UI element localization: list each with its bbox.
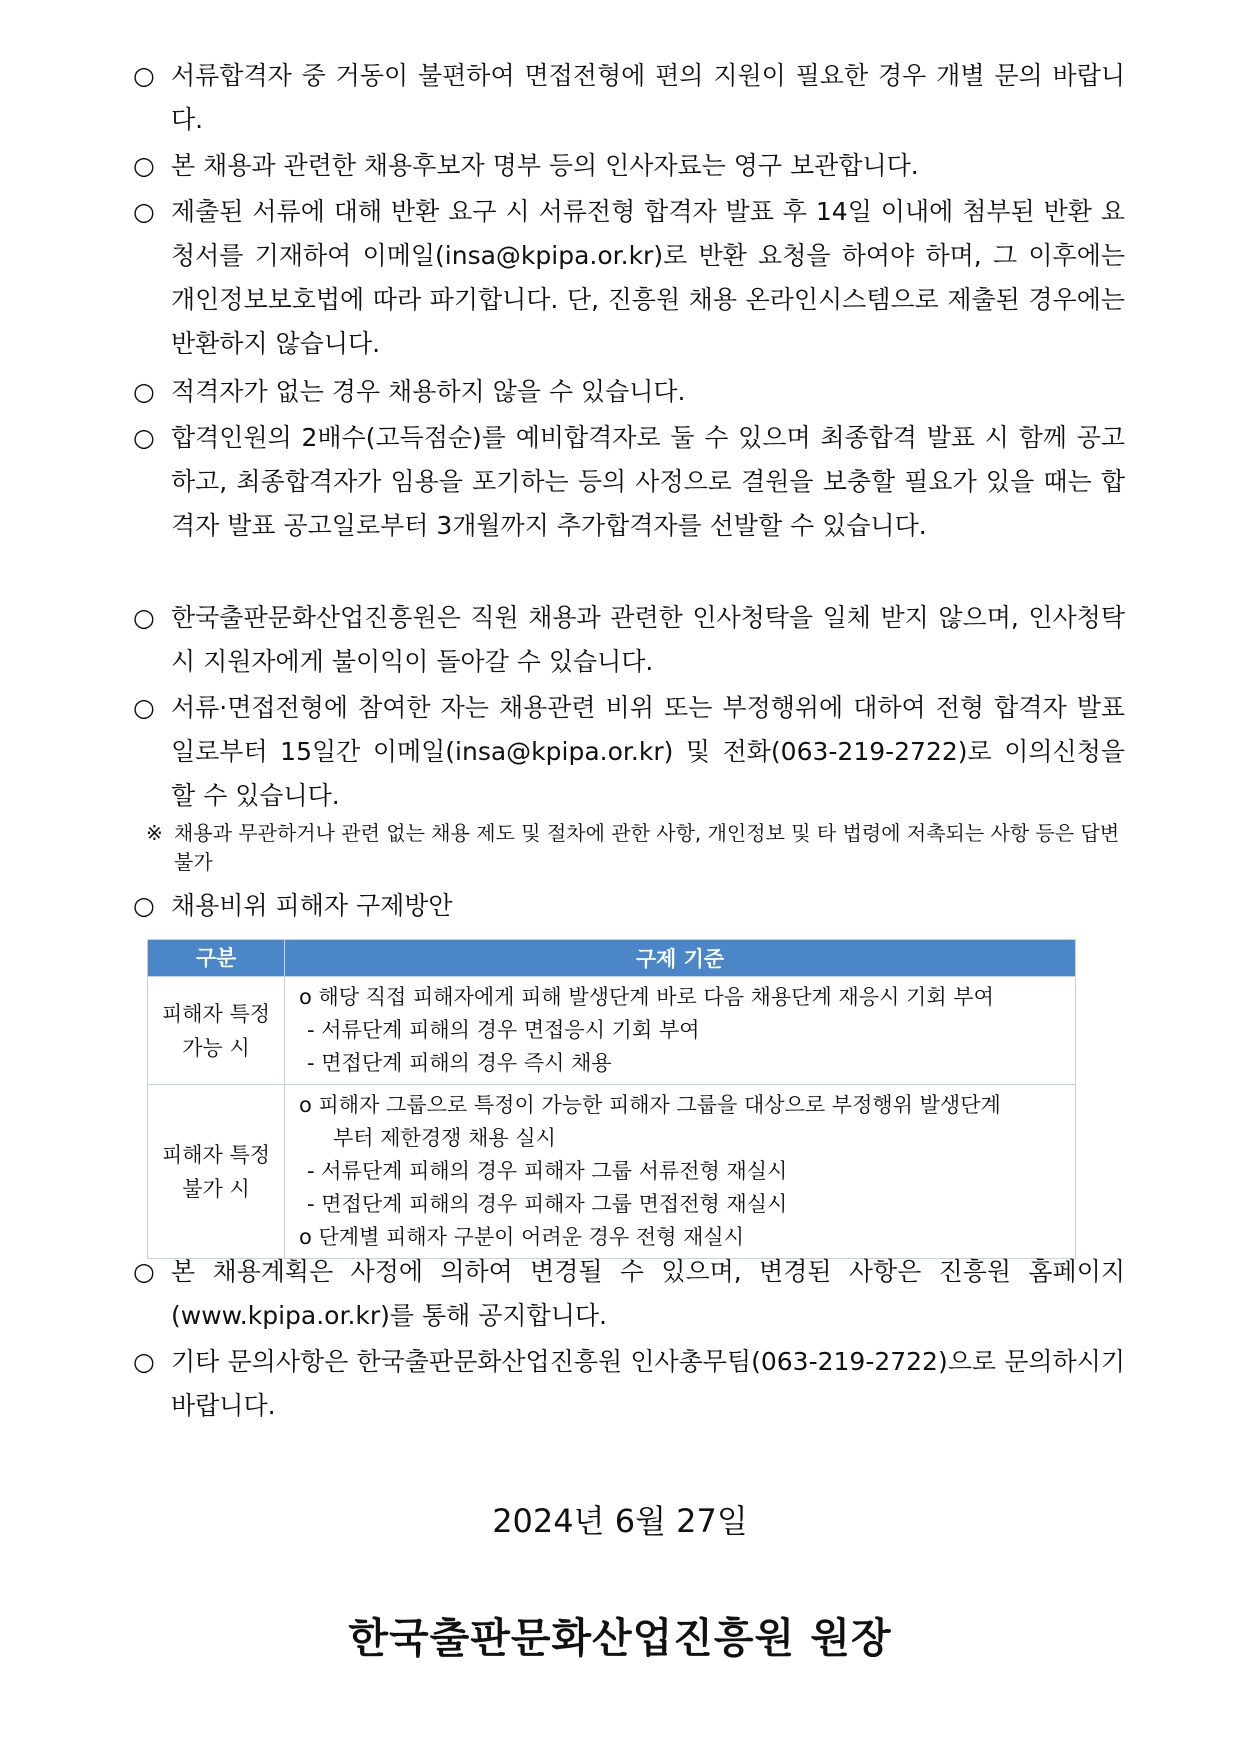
notice-text: 본 채용계획은 사정에 의하여 변경될 수 있으며, 변경된 사항은 진흥원 홈페이지(www.kpipa.or.kr)를 통해 공지합니다. bbox=[171, 1257, 1125, 1330]
signature-organization: 한국출판문화산업진흥원 원장 bbox=[348, 1614, 892, 1662]
category-line: 불가 시 bbox=[182, 1176, 250, 1201]
bullet-circle-icon: ○ bbox=[133, 151, 155, 180]
criteria-line: - 면접단계 피해의 경우 즉시 채용 bbox=[307, 1051, 612, 1075]
bullet-circle-icon: ○ bbox=[133, 423, 155, 452]
notice-text: 한국출판문화산업진흥원은 직원 채용과 관련한 인사청탁을 일체 받지 않으며, 인사청탁 시 지원자에게 불이익이 돌아갈 수 있습니다. bbox=[171, 603, 1125, 676]
category-cell bbox=[148, 1085, 285, 1259]
notice-text: 서류·면접전형에 참여한 자는 채용관련 비위 또는 부정행위에 대하여 전형 합격자 발표일로부터 15일간 이메일(insa@kpipa.or.kr) 및 전화(063-219-2722)로 이의신청을 할 수 있습니다. bbox=[171, 693, 1125, 810]
reference-mark-icon: ※ bbox=[146, 821, 163, 845]
notice-item bbox=[133, 1340, 1125, 1428]
bullet-circle-icon: ○ bbox=[133, 603, 155, 632]
criteria-line: - 서류단계 피해의 경우 면접응시 기회 부여 bbox=[307, 1018, 700, 1042]
notice-text: 합격인원의 2배수(고득점순)를 예비합격자로 둘 수 있으며 최종합격 발표 시 함께 공고하고, 최종합격자가 임용을 포기하는 등의 사정으로 결원을 보충할 필요가 있을 때는 합격자 발표 공고일로부터 3개월까지 추가합격자를 선발할 수 있습니다. bbox=[171, 423, 1125, 540]
remedy-table bbox=[147, 939, 1076, 1259]
notice-item bbox=[133, 144, 1125, 188]
category-line: 피해자 특정 bbox=[161, 1142, 271, 1167]
table-header-row bbox=[148, 940, 1076, 977]
notice-item bbox=[133, 416, 1125, 548]
criteria-line: 부터 제한경쟁 채용 실시 bbox=[333, 1126, 556, 1150]
criteria-line: o 해당 직접 피해자에게 피해 발생단계 바로 다음 채용단계 재응시 기회 부여 bbox=[299, 985, 994, 1009]
bullet-circle-icon: ○ bbox=[133, 61, 155, 90]
notice-item bbox=[133, 190, 1125, 366]
bullet-circle-icon: ○ bbox=[133, 693, 155, 722]
remedy-heading-text: 채용비위 피해자 구제방안 bbox=[171, 891, 453, 920]
criteria-line: o 단계별 피해자 구분이 어려운 경우 전형 재실시 bbox=[299, 1225, 745, 1249]
notice-item bbox=[133, 370, 1125, 414]
note-text: 채용과 무관하거나 관련 없는 채용 제도 및 절차에 관한 사항, 개인정보 및 타 법령에 저촉되는 사항 등은 답변 불가 bbox=[174, 821, 1120, 874]
header-category: 구분 bbox=[148, 940, 285, 977]
criteria-cell bbox=[285, 977, 1076, 1085]
category-cell bbox=[148, 977, 285, 1085]
remedy-heading bbox=[133, 884, 1125, 928]
announcement-date: 2024년 6월 27일 bbox=[492, 1502, 748, 1540]
bullet-circle-icon: ○ bbox=[133, 891, 155, 920]
category-line: 피해자 특정 bbox=[161, 1001, 271, 1026]
bullet-circle-icon: ○ bbox=[133, 1347, 155, 1376]
category-line: 가능 시 bbox=[182, 1035, 250, 1060]
reference-note bbox=[146, 819, 1126, 877]
criteria-line: - 면접단계 피해의 경우 피해자 그룹 면접전형 재실시 bbox=[307, 1192, 788, 1216]
notice-text: 적격자가 없는 경우 채용하지 않을 수 있습니다. bbox=[171, 377, 686, 406]
criteria-line: - 서류단계 피해의 경우 피해자 그룹 서류전형 재실시 bbox=[307, 1159, 788, 1183]
notice-item bbox=[133, 686, 1125, 818]
table-row bbox=[148, 1085, 1076, 1259]
notice-item bbox=[133, 1250, 1125, 1338]
criteria-cell bbox=[285, 1085, 1076, 1259]
bullet-circle-icon: ○ bbox=[133, 1257, 155, 1286]
bullet-circle-icon: ○ bbox=[133, 377, 155, 406]
header-criteria: 구제 기준 bbox=[285, 940, 1076, 977]
criteria-line: o 피해자 그룹으로 특정이 가능한 피해자 그룹을 대상으로 부정행위 발생단계 bbox=[299, 1093, 1001, 1117]
notice-text: 본 채용과 관련한 채용후보자 명부 등의 인사자료는 영구 보관합니다. bbox=[171, 151, 919, 180]
notice-item bbox=[133, 596, 1125, 684]
table-row bbox=[148, 977, 1076, 1085]
notice-text: 기타 문의사항은 한국출판문화산업진흥원 인사총무팀(063-219-2722)으로 문의하시기 바랍니다. bbox=[171, 1347, 1125, 1420]
bullet-circle-icon: ○ bbox=[133, 197, 155, 226]
notice-item bbox=[133, 54, 1125, 142]
notice-text: 서류합격자 중 거동이 불편하여 면접전형에 편의 지원이 필요한 경우 개별 문의 바랍니다. bbox=[171, 61, 1125, 134]
notice-text: 제출된 서류에 대해 반환 요구 시 서류전형 합격자 발표 후 14일 이내에 첨부된 반환 요청서를 기재하여 이메일(insa@kpipa.or.kr)로 반환 요청을 하여야 하며, 그 이후에는 개인정보보호법에 따라 파기합니다. 단, 진흥원 채용 온라인시스템으로 제출된 경우에는 반환하지 않습니다. bbox=[171, 197, 1125, 358]
